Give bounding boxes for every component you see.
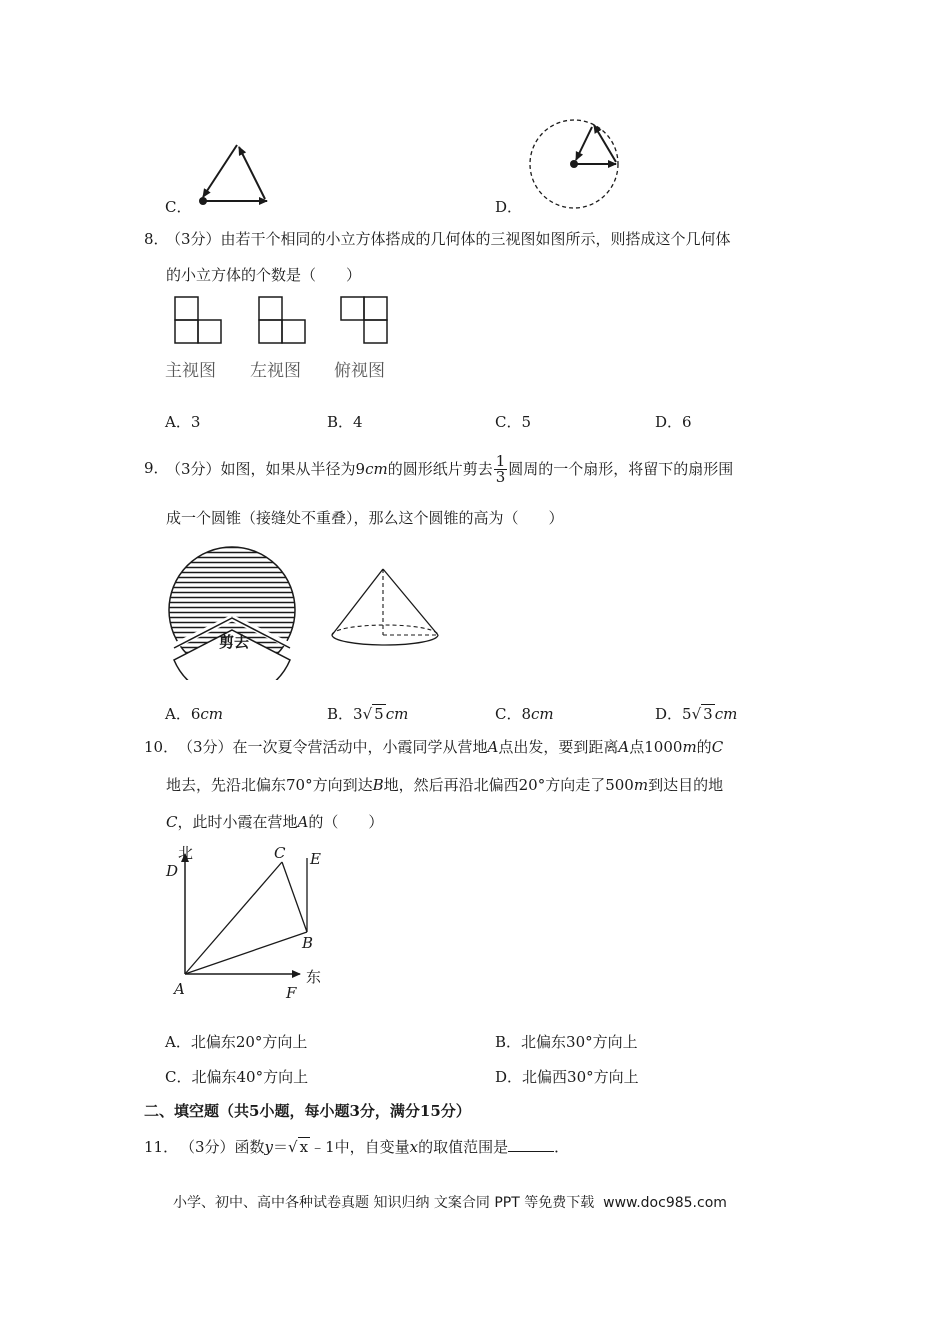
q9-circle-figure xyxy=(162,540,312,680)
q7-option-c-label: C． xyxy=(165,198,192,216)
q11-text-d: ． xyxy=(554,1138,570,1156)
q10-label-c: C xyxy=(274,844,286,862)
q11-var-x: x xyxy=(409,1138,419,1156)
q8-line2: 的小立方体的个数是（ ） xyxy=(166,266,362,284)
q9-opt-b-sqrt: √ 5 xyxy=(362,705,384,723)
q10-l2-point-b: B xyxy=(372,776,384,794)
q7-option-c-figure xyxy=(190,135,280,215)
q8-option-d: D．6 xyxy=(655,413,692,431)
q10-l2-a: 地去，先沿北偏东70°方向到达 xyxy=(166,776,373,794)
q11-number: 11． xyxy=(144,1138,179,1156)
q9-opt-b-radicand: 5 xyxy=(374,705,384,723)
q9-frac-num: 1 xyxy=(495,451,506,470)
q9-opt-a-unit: cm xyxy=(200,705,224,723)
q11-var-y: y xyxy=(264,1138,274,1156)
q10-l3-c: 的（ ） xyxy=(308,813,384,831)
q10-l3-b: ，此时小霞在营地 xyxy=(177,813,298,831)
q10-line3 xyxy=(166,812,383,832)
q10-l2-c: 到达目的地 xyxy=(648,776,724,794)
q10-label-f: F xyxy=(286,984,297,1002)
q10-l1-point-a: A xyxy=(487,738,499,756)
q10-l1-a: （3分）在一次夏令营活动中，小霞同学从营地 xyxy=(178,738,488,756)
q10-l1-point-c: C xyxy=(711,738,724,756)
section-title: 二、填空题（共5小题，每小题3分，满分15分） xyxy=(144,1102,471,1120)
q9-option-a xyxy=(165,703,223,724)
q8-left-view xyxy=(258,296,310,346)
q8-front-view xyxy=(174,296,226,346)
q9-opt-d-radicand: 3 xyxy=(703,705,713,723)
q8-view-label-front: 主视图 xyxy=(165,361,216,381)
q10-label-a: A xyxy=(174,980,185,998)
q9-option-d xyxy=(655,703,737,724)
q9-opt-a-text: A．6 xyxy=(165,705,201,723)
q9-line1 xyxy=(166,449,733,489)
q10-l1-point-a2: A xyxy=(618,738,630,756)
q9-option-b xyxy=(327,703,408,724)
q11-text-a: （3分）函数 xyxy=(180,1138,265,1156)
q10-l1-d: 的 xyxy=(696,738,712,756)
footer-text: 小学、初中、高中各种试卷真题 知识归纳 文案合同 PPT 等免费下载 xyxy=(173,1195,595,1211)
q10-l3-point-c: C xyxy=(166,813,178,831)
q11-sqrt: √ x xyxy=(288,1138,309,1156)
q8-view-label-left: 左视图 xyxy=(250,361,301,381)
q10-label-north: 北 xyxy=(178,844,194,862)
q9-text-b: 的圆形纸片剪去 xyxy=(387,460,493,478)
q9-line2: 成一个圆锥（接缝处不重叠），那么这个圆锥的高为（ ） xyxy=(166,509,564,527)
q8-line1: （3分）由若干个相同的小立方体搭成的几何体的三视图如图所示，则搭成这个几何体 xyxy=(166,230,731,248)
q11-text-b: ﹣1中，自变量 xyxy=(310,1138,410,1156)
q11-eq: ＝ xyxy=(273,1138,289,1156)
q9-opt-b-label: B． xyxy=(327,705,354,723)
q7-option-d-figure xyxy=(526,117,626,213)
q9-frac-den: 3 xyxy=(495,467,506,486)
q9-opt-d-coef: 5 xyxy=(682,705,692,723)
q10-l2-unit: m xyxy=(633,776,649,794)
q9-text-c: 圆周的一个扇形，将留下的扇形围 xyxy=(508,460,734,478)
q10-line2 xyxy=(166,775,723,795)
footer-link[interactable]: www.doc985.com xyxy=(603,1195,727,1211)
q8-top-view xyxy=(340,296,392,346)
q9-opt-b-unit: cm xyxy=(385,705,409,723)
q9-option-c xyxy=(495,703,554,724)
q8-option-b: B．4 xyxy=(327,413,363,431)
footer xyxy=(173,1192,727,1212)
q10-number: 10． xyxy=(144,738,179,756)
q10-option-a: A．北偏东20°方向上 xyxy=(165,1033,308,1051)
q10-label-east: 东 xyxy=(306,968,322,986)
q9-opt-d-label: D． xyxy=(655,705,683,723)
q9-cut-label: 剪去 xyxy=(219,633,250,651)
q9-fraction xyxy=(494,451,508,486)
q9-number: 9． xyxy=(144,459,169,477)
q10-l1-unit: m xyxy=(682,738,697,756)
q10-l1-c: 点1000 xyxy=(629,738,683,756)
q8-number: 8． xyxy=(144,230,169,248)
q11-answer-blank[interactable] xyxy=(508,1137,554,1152)
q9-opt-d-unit: cm xyxy=(714,705,738,723)
q10-label-e: E xyxy=(310,850,321,868)
q10-option-c: C．北偏东40°方向上 xyxy=(165,1068,309,1086)
q11-line xyxy=(180,1137,569,1157)
q10-l2-b: 地，然后再沿北偏西20°方向走了500 xyxy=(383,776,634,794)
q9-opt-b-coef: 3 xyxy=(353,705,363,723)
q9-cone-figure xyxy=(326,563,446,653)
q7-option-d-label: D． xyxy=(495,198,523,216)
q8-view-label-top: 俯视图 xyxy=(334,361,385,381)
q10-label-d: D xyxy=(166,862,179,880)
q10-l1-b: 点出发，要到距离 xyxy=(498,738,619,756)
q10-line1 xyxy=(178,737,723,757)
q11-radicand: x xyxy=(299,1138,309,1156)
q10-option-d: D．北偏西30°方向上 xyxy=(495,1068,639,1086)
q8-option-a: A．3 xyxy=(165,413,201,431)
q8-option-c: C．5 xyxy=(495,413,532,431)
q9-text-a: （3分）如图，如果从半径为9 xyxy=(166,460,366,478)
q11-text-c: 的取值范围是 xyxy=(418,1138,509,1156)
q10-direction-figure xyxy=(160,842,330,1002)
q10-label-b: B xyxy=(302,934,314,952)
q9-opt-d-sqrt: √ 3 xyxy=(691,705,713,723)
q9-unit: cm xyxy=(365,460,388,478)
q10-option-b: B．北偏东30°方向上 xyxy=(495,1033,638,1051)
q9-opt-c-unit: cm xyxy=(531,705,554,723)
q10-l3-point-a: A xyxy=(297,813,309,831)
q9-opt-c-text: C．8 xyxy=(495,705,532,723)
